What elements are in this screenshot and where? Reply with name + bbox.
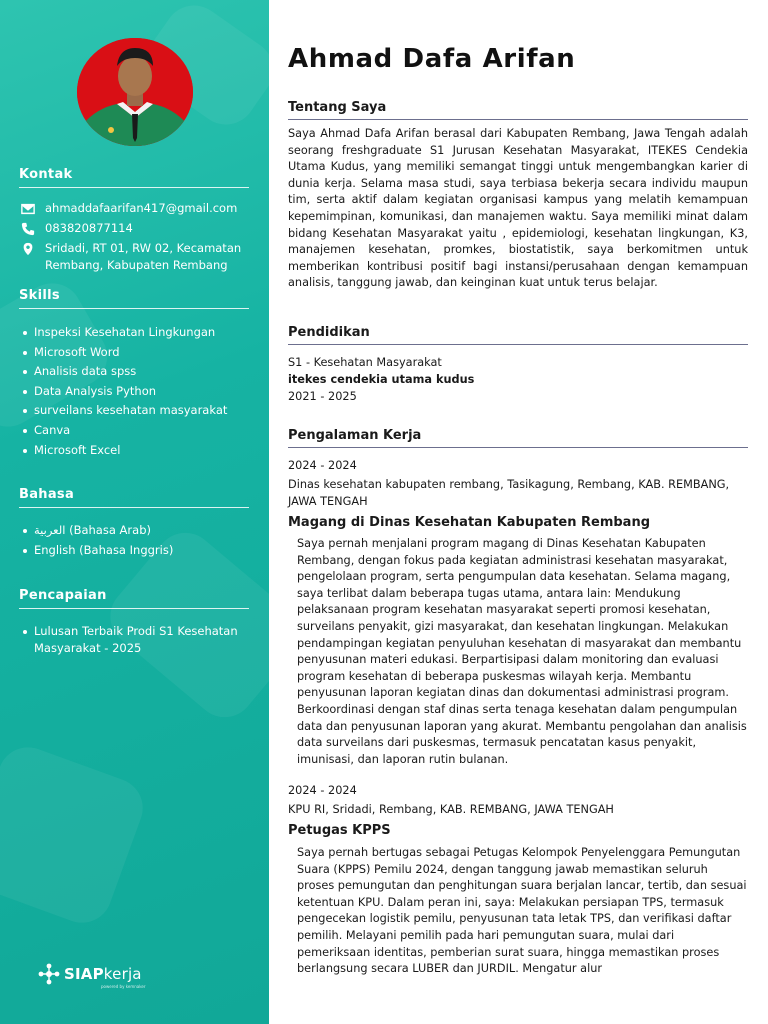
list-item: English (Bahasa Inggris) <box>19 542 249 559</box>
list-item: Inspeksi Kesehatan Lingkungan <box>19 324 249 341</box>
job-description: Saya pernah menjalani program magang di Dinas Kesehatan Kabupaten Rembang, dengan fokus pada kegiatan administrasi kesehatan masyarakat, pengelolaan program, serta pengumpulan data kesehatan. Selama magang, saya terlibat dalam beberapa tugas utama, antara lain: Mendukung pelaksanaan program kesehatan masyarakat seperti promosi kesehatan, surveilans penyakit, gizi masyarakat, dan kesehatan lingkungan. Melakukan pendampingan kegiatan penyuluhan kesehatan di masyarakat dan membantu penyusunan materi edukasi. Berpartisipasi dalam monitoring dan evaluasi program kesehatan di beberapa puskesmas wilayah kerja. Membantu penyusunan laporan kegiatan dinas dan dokumentasi administrasi program. Berkoordinasi dengan staf dinas serta tenaga kesehatan dalam pengumpulan data dan penyusunan laporan yang akurat. Membantu pengolahan dan analisis data surveilans dari puskesmas, termasuk pencatatan kasus penyakit, imunisasi, dan laporan rutin bulanan. <box>297 537 747 766</box>
location-icon <box>19 240 37 257</box>
job-title: Petugas KPPS <box>288 823 391 838</box>
skills-heading: Skills <box>19 288 249 309</box>
achievements-heading: Pencapaian <box>19 588 249 609</box>
achievements-section <box>19 588 249 660</box>
education-institution: itekes cendekia utama kudus <box>288 373 475 386</box>
contact-section <box>19 167 249 274</box>
profile-photo <box>77 38 193 146</box>
phone-text: 083820877114 <box>45 221 133 235</box>
list-item: Microsoft Word <box>19 344 249 361</box>
email-text: ahmaddafaarifan417@gmail.com <box>45 201 238 215</box>
experience-heading: Pengalaman Kerja <box>288 428 748 448</box>
job-location: KPU RI, Sridadi, Rembang, KAB. REMBANG, JAWA TENGAH <box>288 803 614 816</box>
avatar <box>77 38 193 146</box>
job-period: 2024 - 2024 <box>288 459 357 472</box>
job-location: Dinas kesehatan kabupaten rembang, Tasikagung, Rembang, KAB. REMBANG, JAWA TENGAH <box>288 478 730 508</box>
job-description: Saya pernah bertugas sebagai Petugas Kelompok Penyelenggara Pemungutan Suara (KPPS) Pemilu 2024, dengan tanggung jawab memastikan seluruh proses pemungutan dan penghitungan suara berjalan lancar, tertib, dan sesuai ketentuan KPU. Dalam peran ini, saya: Melakukan persiapan TPS, termasuk pengecekan logistik pemilu, penyusunan tata letak TPS, dan verifikasi daftar pemilih. Melayani pemilih pada hari pemungutan suara, mulai dari pemeriksaan identitas, pemberian surat suara, hingga memastikan proses berlangsung secara LUBER dan JURDIL. Mengatur alur <box>297 846 747 976</box>
brand-name-thin: kerja <box>103 965 142 983</box>
languages-heading: Bahasa <box>19 487 249 508</box>
siapkerja-logo <box>37 962 142 986</box>
skills-section <box>19 288 249 461</box>
education-period: 2021 - 2025 <box>288 390 357 403</box>
brand-icon <box>37 962 61 986</box>
about-text: Saya Ahmad Dafa Arifan berasal dari Kabupaten Rembang, Jawa Tengah adalah seorang freshgraduate S1 Jurusan Kesehatan Masyarakat, ITEKES Cendekia Utama Kudus, yang memiliki semangat tinggi untuk mengembangkan karier di dunia kerja. Selama masa studi, saya terbiasa bekerja secara individu maupun tim, serta aktif dalam kegiatan organisasi kampus yang melatih kemampuan kepemimpinan, komunikasi, dan manajemen waktu. Saya memiliki minat dalam bidang Kesehatan Masyarakat yaitu , epidemiologi, kesehatan lingkungan, K3, manajemen kesehatan, promkes, biostatistik, saya berkomitmen untuk memberikan kontribusi positif bagi instansi/perusahaan dengan kemampuan analisis, tanggung jawab, dan keinginan kuat untuk terus belajar. <box>288 127 748 290</box>
list-item: Analisis data spss <box>19 363 249 380</box>
phone-icon <box>19 220 37 237</box>
education-heading: Pendidikan <box>288 325 748 345</box>
email-icon <box>19 200 37 217</box>
achievements-list <box>19 623 249 657</box>
background-shape <box>0 739 151 931</box>
list-item: Microsoft Excel <box>19 442 249 459</box>
languages-section <box>19 487 249 561</box>
skills-list <box>19 324 249 459</box>
brand-name-bold: SIAP <box>64 965 104 983</box>
contact-email[interactable] <box>19 200 249 217</box>
brand-name <box>64 965 142 983</box>
languages-list <box>19 522 249 559</box>
sidebar <box>0 0 269 1024</box>
brand-subtitle: powered by kemnaker <box>101 984 146 989</box>
job-period: 2024 - 2024 <box>288 784 357 797</box>
list-item: Canva <box>19 422 249 439</box>
about-heading: Tentang Saya <box>288 100 748 120</box>
list-item: العربية (Bahasa Arab) <box>19 522 249 539</box>
list-item: Lulusan Terbaik Prodi S1 Kesehatan Masyarakat - 2025 <box>19 623 249 657</box>
list-item: surveilans kesehatan masyarakat <box>19 402 249 419</box>
contact-phone[interactable] <box>19 220 249 237</box>
job-title: Magang di Dinas Kesehatan Kabupaten Rembang <box>288 515 651 530</box>
contact-heading: Kontak <box>19 167 249 188</box>
contact-address <box>19 240 249 274</box>
education-degree: S1 - Kesehatan Masyarakat <box>288 356 442 369</box>
list-item: Data Analysis Python <box>19 383 249 400</box>
address-text: Sridadi, RT 01, RW 02, Kecamatan Rembang, Kabupaten Rembang <box>45 241 242 272</box>
page-title: Ahmad Dafa Arifan <box>288 44 576 74</box>
